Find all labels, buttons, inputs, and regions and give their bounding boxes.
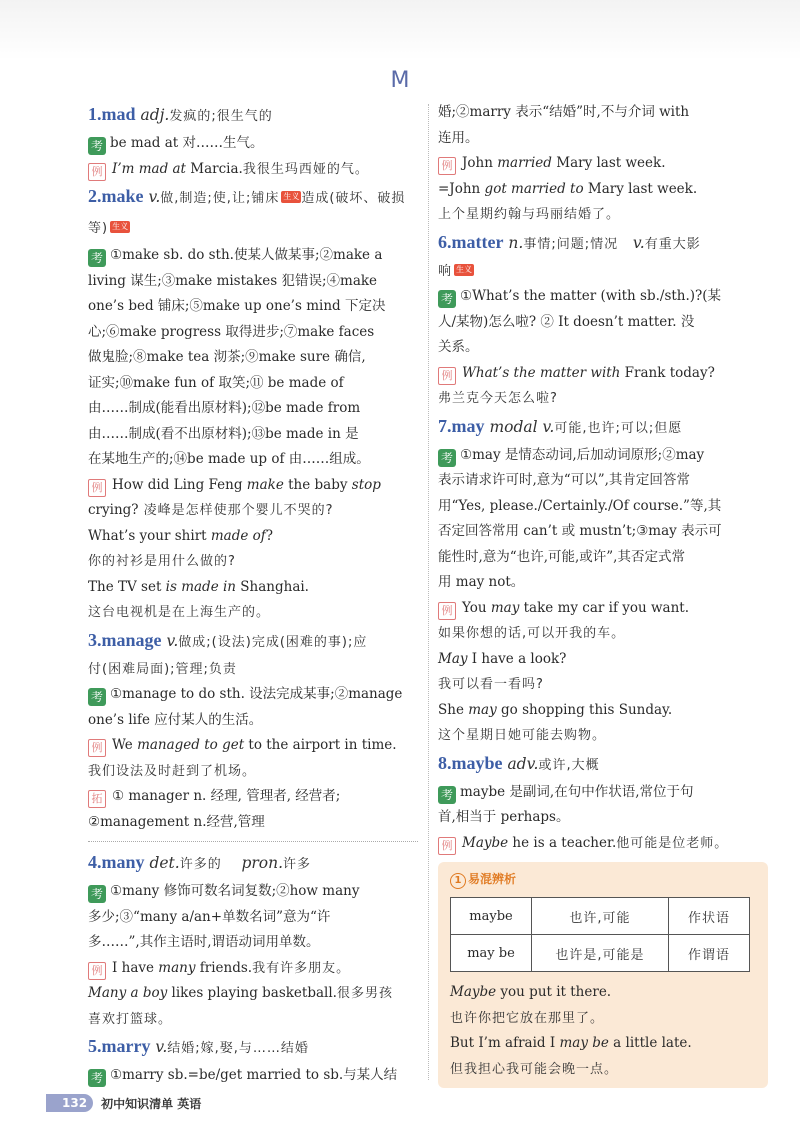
kao-tag: 考 (88, 137, 106, 155)
li-tag: 例 (438, 602, 456, 620)
sheng-tag: 生义 (283, 192, 300, 201)
kao-tag: 考 (88, 249, 106, 267)
li-tag: 例 (438, 837, 456, 855)
tuo-tag: 拓 (88, 790, 106, 808)
li-tag: 例 (88, 962, 106, 980)
table-row: may be 也许是,可能是 作谓语 (451, 935, 750, 972)
headword: manage (101, 629, 162, 650)
sheng-tag: 生义 (456, 264, 473, 274)
kao-tag: 考 (438, 290, 456, 308)
li-tag: 例 (438, 157, 456, 175)
kao-tag: 考 (88, 1069, 106, 1087)
table-row: maybe 也许,可能 作状语 (451, 898, 750, 935)
entry-manage: 3.manage v.做成;(设法)完成(困难的事);应 付(困难局面);管理;负责 考 ①manage to do sth. 设法完成某事;②manage one’s life 应付某人的生活。 例 We managed to get to the airport in time. 我们设法及时赶到了机场。 拓 ① manager n. 经理, 管理者, 经营者; ②management n.经营,管理 (88, 629, 403, 830)
kao-tag: 考 (438, 449, 456, 467)
entry-many: 4.many det.许多的 pron.许多 考 ①many 修饰可数名词复数;②how many 多少;③“many a/an+单数名词”意为“许 多……”,其作主语时,谓语动词用单数。 例 I have many friends.我有许多朋友。 Many a boy likes playing basketball.很多男孩 喜欢打篮球。 (88, 852, 393, 1027)
li-tag: 例 (88, 739, 106, 757)
headword: marry (101, 1036, 151, 1056)
box-title: 1 易混辨析 (450, 870, 756, 889)
li-tag: 例 (438, 367, 456, 385)
kao-tag: 考 (438, 786, 456, 804)
confusion-box: 1 易混辨析 maybe 也许,可能 作状语 may be 也许是,可能是 作谓语 Maybe you put it there. 也许你把它放在那里了。 But I’m afraid I may be a little late. 但我担心我可能会晚一点。 (438, 862, 768, 1088)
li-tag: 例 (88, 479, 106, 497)
headword: may (451, 415, 485, 436)
entry-mad: 1.mad adj.发疯的;很生气的 考 be mad at 对……生气。 例 I’m mad at Marcia.我很生玛西娅的气。 (88, 100, 418, 182)
li-tag: 例 (88, 163, 106, 181)
entry-may: 7.may modal v.可能,也许;可以;但愿 考 ①may 是情态动词,后加动词原形;②may 表示请求许可时,意为“可以”,其肯定回答常 用“Yes, please./Certainly./Of course.”等,其 否定回答常用 can’t 或 mustn’t;③may 表示可 能性时,意为“也许,可能,或许”,其否定式常 用 may not。 例 You may take my car if you want. 如果你想的话,可以开我的车。 May I have a look? 我可以看一看吗? She may go shopping this Sunday. 这个星期日她可能去购物。 (438, 415, 722, 743)
headword: matter (451, 231, 504, 252)
sheng-tag: 生义 (112, 222, 129, 231)
left-column (88, 100, 418, 1089)
entry-matter: 6.matter n.事情;问题;情况 v.有重大影 响 生义 考 ①What’s the matter (with sb./sth.)?(某 人/某物)怎么啦? ② It doesn’t matter. 没 关系。 例 What’s the matter with Frank today? 弗兰克今天怎么啦? (438, 231, 722, 406)
headword: maybe (451, 752, 503, 773)
entry-separator (88, 841, 418, 842)
entry-maybe: 8.maybe adv.或许,大概 考 maybe 是副词,在句中作状语,常位于句 首,相当于 perhaps。 例 Maybe he is a teacher.他可能是位老师。 (438, 749, 768, 857)
page-number: 132 (46, 1094, 93, 1112)
entry-make: 2.make v.做,制造;使,让;铺床 生义 造成(破坏、破损等) 生义 考 ①make sb. do sth.使某人做某事;②make a living 谋生;③make mistakes 犯错误;④make one’s bed 铺床;⑤make up one’s mind 下定决 心;⑥make progress 取得进步;⑦make faces 做鬼脸;⑧make tea 沏茶;⑨make sure 确信, 证实;⑩make fun of 取笑;⑪ be made of 由……制成(能看出原材料);⑫be made from 由……制成(看不出原材料);⑬be made in 是 在某地生产的;⑭be made up of 由……组成。 例 How did Ling Feng make the baby stop crying? 凌峰是怎样使那个婴儿不哭的? What’s your shirt made of? 你的衬衫是用什么做的? The TV set is made in Shanghai. 这台电视机是在上海生产的。 (88, 186, 406, 620)
page-top-band (0, 0, 800, 60)
column-divider (428, 104, 429, 1080)
right-column (438, 100, 768, 1088)
entry-marry-continued: 婚;②marry 表示“结婚”时,不与介词 with 连用。 例 John married Mary last week. =John got married to Mary last week. 上个星期约翰与玛丽结婚了。 (438, 104, 698, 222)
info-icon: 1 (450, 873, 466, 889)
book-title: 初中知识清单 英语 (101, 1096, 202, 1111)
headword: make (101, 186, 144, 206)
page-footer (46, 1094, 201, 1112)
entry-marry: 5.marry v.结婚;嫁,娶,与……结婚 考 ①marry sb.=be/get married to sb.与某人结 (88, 1036, 398, 1085)
kao-tag: 考 (88, 688, 106, 706)
comparison-table (450, 897, 750, 972)
headword: mad (101, 104, 136, 124)
section-letter: M (390, 68, 410, 93)
headword: many (101, 852, 145, 872)
kao-tag: 考 (88, 885, 106, 903)
